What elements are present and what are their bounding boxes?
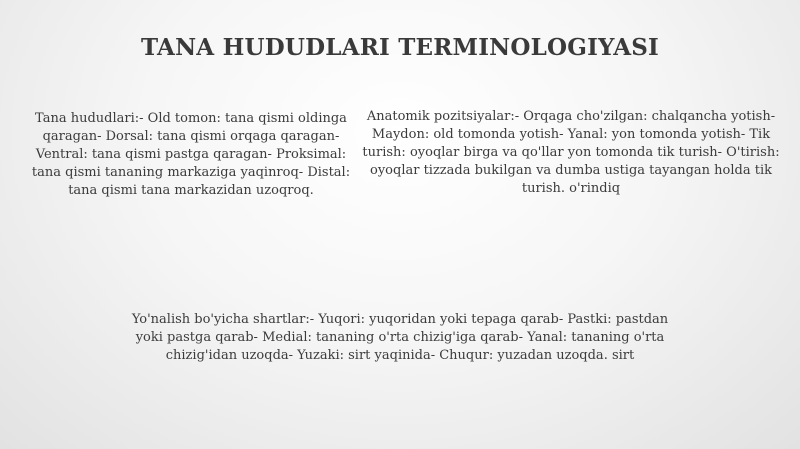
body-regions-text: Tana hududlari:- Old tomon: tana qismi oldinga qaragan- Dorsal: tana qismi orqaga qaragan- Ventral: tana qismi pastga qaragan- Proksimal: tana qismi tananing markaziga yaqinroq- Distal: tana qismi tana markazidan uzoqroq. <box>31 111 351 198</box>
directional-terms-text: Yo'nalish bo'yicha shartlar:- Yuqori: yuqoridan yoki tepaga qarab- Pastki: pastdan yoki pastga qarab- Medial: tananing o'rta chizig'iga qarab- Yanal: tananing o'rta chizig'idan uzoqda- Yuzaki: sirt yaqinida- Chuqur: yuzadan uzoqda. sirt <box>131 312 669 363</box>
anatomical-positions-text: Anatomik pozitsiyalar:- Orqaga cho'zilgan: chalqancha yotish- Maydon: old tomonda yotish- Yanal: yon tomonda yotish- Tik turish: oyoqlar birga va qo'llar yon tomonda tik turish- O'tirish: oyoqlar tizzada bukilgan va dumba ustiga tayangan holda tik turish. o'rindiq <box>362 109 780 196</box>
slide-title: TANA HUDUDLARI TERMINOLOGIYASI <box>140 34 660 61</box>
